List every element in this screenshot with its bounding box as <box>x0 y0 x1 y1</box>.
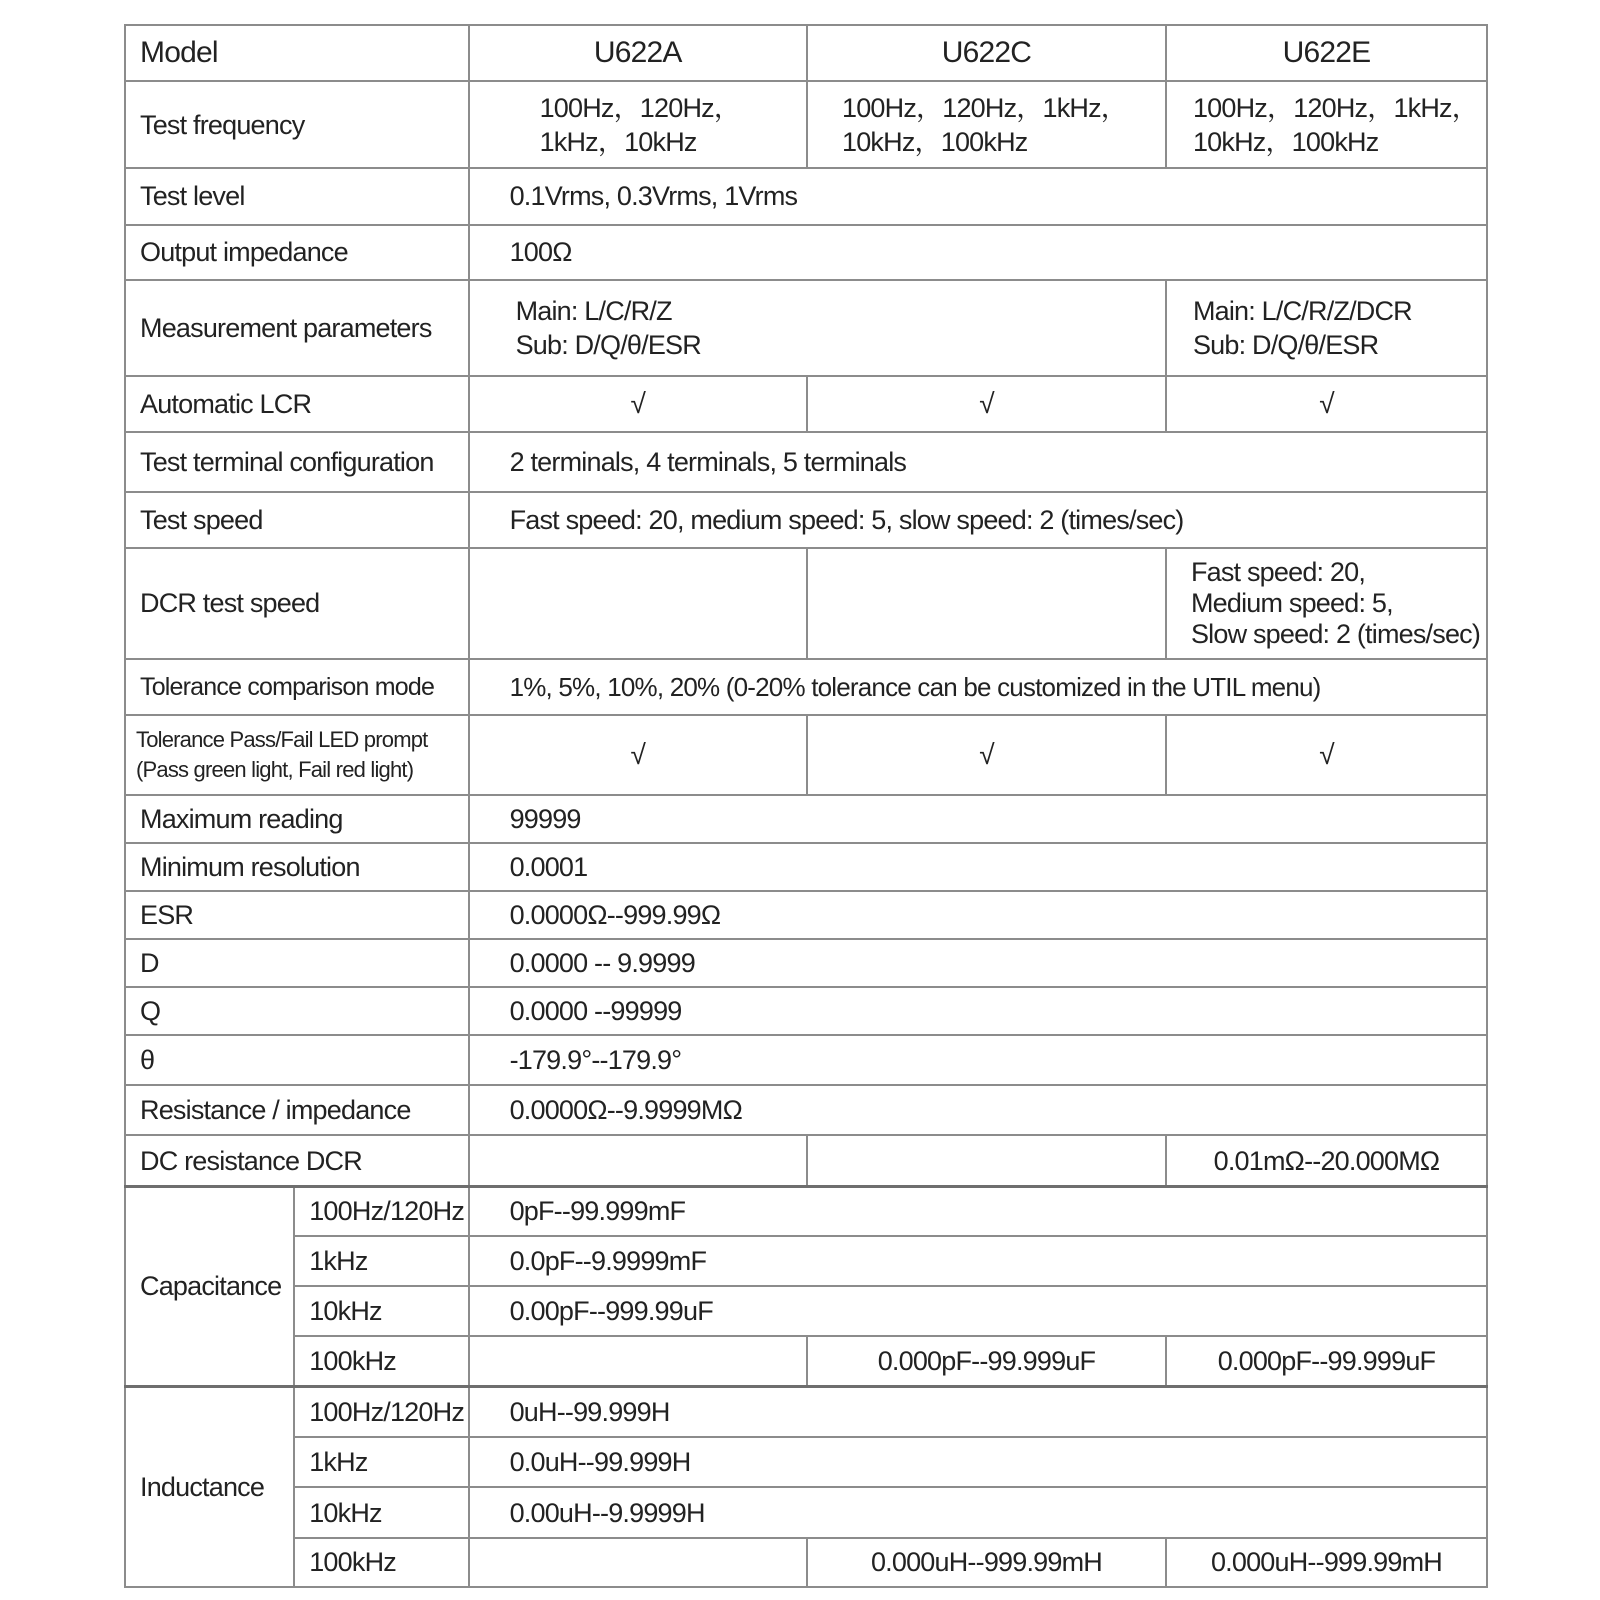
capacitance-label: Capacitance <box>125 1187 294 1387</box>
check-icon: √ <box>1166 376 1487 432</box>
automatic-lcr-row <box>125 376 1487 432</box>
header-row <box>125 25 1487 81</box>
freq-label: 1kHz <box>294 1437 468 1487</box>
freq-label: 100kHz <box>294 1538 468 1587</box>
row-value: Fast speed: 20, medium speed: 5, slow speed: 2 (times/sec) <box>469 492 1487 548</box>
inductance-row-100khz <box>125 1538 1487 1587</box>
row-label: Resistance / impedance <box>125 1085 469 1135</box>
value-line: Medium speed: 5, <box>1190 587 1393 618</box>
capacitance-row-100hz <box>125 1187 1487 1236</box>
row-value: 2 terminals, 4 terminals, 5 terminals <box>469 432 1487 491</box>
check-icon: √ <box>807 376 1166 432</box>
row-label: Test speed <box>125 492 469 548</box>
value-u622e: 0.01mΩ--20.000MΩ <box>1166 1135 1487 1186</box>
d-row <box>125 939 1487 987</box>
freq-label: 100Hz/120Hz <box>294 1187 468 1236</box>
test-level-row <box>125 168 1487 224</box>
esr-row <box>125 891 1487 939</box>
value-u622e <box>1166 81 1487 168</box>
min-resolution-row <box>125 843 1487 891</box>
row-label: DC resistance DCR <box>125 1135 469 1186</box>
value-u622e <box>1166 548 1487 659</box>
row-label: Output impedance <box>125 225 469 280</box>
capacitance-row-10khz <box>125 1286 1487 1336</box>
row-label: Measurement parameters <box>125 280 469 376</box>
freq-label: 100Hz/120Hz <box>294 1386 468 1437</box>
row-value: 0uH--99.999H <box>469 1386 1487 1437</box>
freq-label: 10kHz <box>294 1487 468 1537</box>
row-value: 0.0uH--99.999H <box>469 1437 1487 1487</box>
row-label: DCR test speed <box>125 548 469 659</box>
value-line: Sub: D/Q/θ/ESR <box>515 329 701 360</box>
row-label: Minimum resolution <box>125 843 469 891</box>
max-reading-row <box>125 795 1487 843</box>
value-u622c: 0.000pF--99.999uF <box>807 1336 1166 1386</box>
value-line: 1kHz，10kHz <box>539 126 697 157</box>
resistance-row <box>125 1085 1487 1135</box>
value-u622c <box>807 548 1166 659</box>
value-line: Slow speed: 2 (times/sec) <box>1190 618 1481 649</box>
model-u622e: U622E <box>1166 25 1487 81</box>
row-value: 0.0001 <box>469 843 1487 891</box>
row-label: Test terminal configuration <box>125 432 469 491</box>
value-line: Fast speed: 20, <box>1190 556 1366 587</box>
check-icon: √ <box>1166 715 1487 795</box>
value-u622c <box>807 1135 1166 1186</box>
theta-row <box>125 1035 1487 1085</box>
value-line: Main: L/C/R/Z <box>515 295 672 326</box>
value-u622a <box>469 1135 807 1186</box>
row-label: Test frequency <box>125 81 469 168</box>
value-line: 10kHz，100kHz <box>842 126 1028 157</box>
model-u622a: U622A <box>469 25 807 81</box>
row-value: 1%, 5%, 10%, 20% (0-20% tolerance can be customized in the UTIL menu) <box>469 659 1487 715</box>
check-icon: √ <box>807 715 1166 795</box>
row-value: 0.00uH--9.9999H <box>469 1487 1487 1537</box>
output-impedance-row <box>125 225 1487 280</box>
value-u622e <box>1166 280 1487 376</box>
test-frequency-row <box>125 81 1487 168</box>
row-value: 0.00pF--999.99uF <box>469 1286 1487 1336</box>
dcr-row <box>125 1135 1487 1186</box>
value-line: Main: L/C/R/Z/DCR <box>1192 295 1412 326</box>
row-value: 0.1Vrms, 0.3Vrms, 1Vrms <box>469 168 1487 224</box>
row-value: 0pF--99.999mF <box>469 1187 1487 1236</box>
freq-label: 10kHz <box>294 1286 468 1336</box>
value-line: 100Hz，120Hz，1kHz， <box>1192 92 1478 123</box>
row-label: Test level <box>125 168 469 224</box>
row-value: 99999 <box>469 795 1487 843</box>
row-value: 0.0pF--9.9999mF <box>469 1236 1487 1286</box>
row-label: D <box>125 939 469 987</box>
label-line: Tolerance Pass/Fail LED prompt <box>136 726 428 752</box>
row-label: Tolerance comparison mode <box>125 659 469 715</box>
test-speed-row <box>125 492 1487 548</box>
value-u622c: 0.000uH--999.99mH <box>807 1538 1166 1587</box>
value-u622e: 0.000uH--999.99mH <box>1166 1538 1487 1587</box>
capacitance-row-100khz <box>125 1336 1487 1386</box>
value-u622a-u622c <box>469 280 1166 376</box>
row-label <box>125 715 469 795</box>
value-line: 10kHz，100kHz <box>1192 126 1379 157</box>
value-u622a <box>469 548 807 659</box>
row-value: -179.9°--179.9° <box>469 1035 1487 1085</box>
tolerance-led-row <box>125 715 1487 795</box>
value-u622a <box>469 1538 807 1587</box>
test-terminal-row <box>125 432 1487 491</box>
row-value: 0.0000Ω--9.9999MΩ <box>469 1085 1487 1135</box>
row-label: ESR <box>125 891 469 939</box>
inductance-row-1khz <box>125 1437 1487 1487</box>
row-value: 100Ω <box>469 225 1487 280</box>
inductance-label: Inductance <box>125 1386 294 1587</box>
value-u622a <box>469 1336 807 1386</box>
inductance-row-10khz <box>125 1487 1487 1537</box>
q-row <box>125 987 1487 1035</box>
measurement-parameters-row <box>125 280 1487 376</box>
row-label: Q <box>125 987 469 1035</box>
inductance-row-100hz <box>125 1386 1487 1437</box>
value-u622e: 0.000pF--99.999uF <box>1166 1336 1487 1386</box>
check-icon: √ <box>469 715 807 795</box>
value-line: 100Hz，120Hz， <box>539 92 741 123</box>
spec-table <box>124 24 1488 1588</box>
row-label: Automatic LCR <box>125 376 469 432</box>
value-u622c <box>807 81 1166 168</box>
row-label: θ <box>125 1035 469 1085</box>
model-u622c: U622C <box>807 25 1166 81</box>
header-label: Model <box>125 25 469 81</box>
check-icon: √ <box>469 376 807 432</box>
value-line: 100Hz，120Hz，1kHz， <box>842 92 1128 123</box>
freq-label: 1kHz <box>294 1236 468 1286</box>
dcr-test-speed-row <box>125 548 1487 659</box>
tolerance-mode-row <box>125 659 1487 715</box>
row-value: 0.0000 --99999 <box>469 987 1487 1035</box>
value-line: Sub: D/Q/θ/ESR <box>1192 329 1379 360</box>
row-value: 0.0000 -- 9.9999 <box>469 939 1487 987</box>
label-line: (Pass green light, Fail red light) <box>136 756 414 782</box>
value-u622a <box>469 81 807 168</box>
row-value: 0.0000Ω--999.99Ω <box>469 891 1487 939</box>
capacitance-row-1khz <box>125 1236 1487 1286</box>
freq-label: 100kHz <box>294 1336 468 1386</box>
row-label: Maximum reading <box>125 795 469 843</box>
